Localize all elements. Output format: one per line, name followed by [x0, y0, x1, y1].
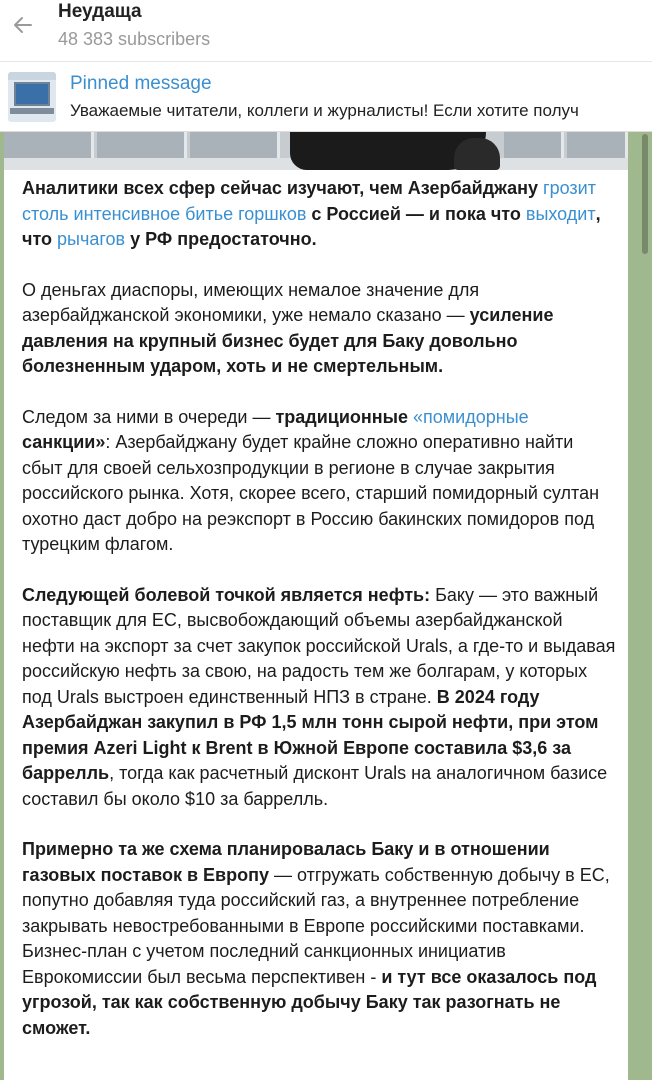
- message-paragraph: [22, 583, 618, 813]
- inline-link[interactable]: рычагов: [57, 229, 126, 249]
- back-button[interactable]: [6, 8, 40, 42]
- subscriber-count: 48 383 subscribers: [58, 29, 211, 49]
- message-paragraph: [22, 278, 618, 380]
- channel-header: [0, 0, 652, 62]
- inline-link[interactable]: выходит: [525, 203, 596, 224]
- bold-text: В 2024 году Азербайджан закупил в РФ 1,5 млн тонн сырой нефти, при этом премия Azeri Light к Brent в Южной Европе составила $3,6 за баррелль: [22, 686, 599, 783]
- text-segment: Баку — это важный поставщик для ЕС, высвобождающий объемы азербайджанской нефти на экспорт за счет закупок российской Urals, а где-то и выдавая российскую нефть за свою, на радость тем же болгарам, у которых под Urals выстроен единственный НПЗ в стране.: [22, 584, 616, 707]
- text-segment: — отгружать собственную добычу в ЕС, попутно добавляя туда российский газ, а внутреннее потребление закрывать невостребованными в Европе российскими поставками. Бизнес-план с учетом последний санкционных инициатив Еврокомиссии был весьма перспективен -: [22, 864, 610, 987]
- channel-title[interactable]: Неудаща: [58, 1, 142, 22]
- bold-text: Примерно та же схема планировалась Баку и в отношении газовых поставок в Европу: [22, 839, 550, 885]
- message-paragraph: [22, 837, 618, 1041]
- message-photo[interactable]: [4, 132, 628, 170]
- pinned-message-bar[interactable]: [0, 62, 652, 132]
- bold-text: и тут все оказалось под угрозой, так как собственную добычу Баку так разогнать не сможет.: [22, 966, 597, 1038]
- message-paragraph: [22, 405, 618, 558]
- text-segment: , тогда как расчетный дисконт Urals на аналогичном базисе составил бы около $10 за баррелль.: [22, 763, 608, 809]
- message-paragraph: [22, 176, 618, 253]
- bold-text: Аналитики всех сфер сейчас изучают, чем Азербайджану: [22, 178, 544, 198]
- bold-text: у РФ предостаточно.: [125, 229, 317, 249]
- text-segment: О деньгах диаспоры, имеющих немалое значение для азербайджанской экономики, уже немало сказано —: [22, 279, 480, 325]
- message-text: [22, 176, 618, 1066]
- text-segment: Следом за ними в очереди —: [22, 406, 276, 427]
- pinned-text: Уважаемые читатели, коллеги и журналисты! Если хотите получ: [70, 101, 579, 120]
- bold-text: Следующей болевой точкой является нефть:: [22, 584, 431, 605]
- bold-text: , что: [22, 203, 601, 249]
- bold-text: усиление давления на крупный бизнес будет для Баку довольно болезненным ударом, хоть и не смертельным.: [22, 305, 554, 376]
- pinned-thumbnail: [8, 72, 56, 122]
- message-bubble: [4, 132, 628, 1080]
- arrow-left-icon: [11, 13, 35, 37]
- bold-text: традиционные: [275, 406, 414, 427]
- bold-text: с Россией — и пока что: [306, 203, 526, 224]
- text-segment: : Азербайджану будет крайне сложно оперативно найти сбыт для своей сельхозпродукции в регионе в случае закрытия российского рынка. Хотя, скорее всего, старший помидорный султан охотно даст добро на реэкспорт в Россию бакинских помидоров под турецким флагом.: [22, 432, 600, 554]
- pinned-label: Pinned message: [70, 73, 212, 94]
- inline-link[interactable]: «помидорные: [413, 406, 529, 427]
- scrollbar-thumb[interactable]: [642, 134, 648, 254]
- inline-link[interactable]: грозит столь интенсивное битье горшков: [22, 178, 596, 224]
- bold-text: санкции»: [22, 432, 106, 452]
